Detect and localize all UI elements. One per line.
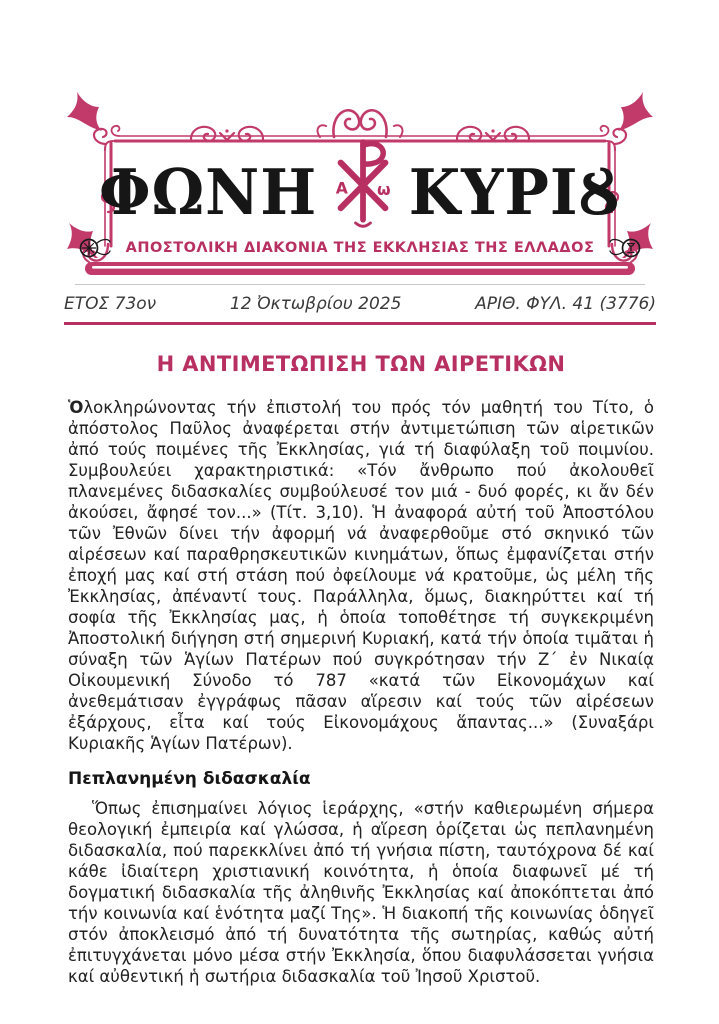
drop-initial: Ὁ xyxy=(68,398,84,417)
issue-rule xyxy=(64,322,656,325)
masthead-subtitle-row xyxy=(75,233,645,263)
article-subheading: Πεπλανημένη διδασκαλία xyxy=(68,769,311,789)
masthead-title-right: ΚΥΡΙȢ xyxy=(408,154,622,229)
masthead-title-left: ΦΩΝΗ xyxy=(98,154,318,229)
masthead-title xyxy=(75,146,645,238)
alpha-letter: Α xyxy=(335,178,349,198)
article-paragraph-2: Ὅπως ἐπισημαίνει λόγιος ἱεράρχης, «στήν καθιερωμένη σήμερα θεολογική ἐμπειρία καί γλώσσα, ἡ αἵρεση ὁρίζεται ὡς πεπλανημένη διδασκαλία, πού παρεκκλίνει ἀπό τή γνήσια πίστη, ταυτόχρονα δέ καί κάθε ἰδιαίτερη χριστιανική κοινότητα, ἡ ὁποία διαφωνεῖ μέ τή δογματική διδασκαλία τῆς ἀληθινῆς Ἐκκλησίας καί ἀποκόπτεται ἀπό τήν κοινωνία καί ἑνότητα μαζί Της». Ἡ διακοπή τῆς κοινωνίας ὁδηγεῖ στόν ἀποκλεισμό ἀπό τή δυνατότητα τῆς σωτηρίας, καθώς αὐτή ἐπιτυγχάνεται μόνο μέσα στήν Ἐκκλησία, ὅπου διαφυλάσσεται γνήσια καί αὐθεντική ἡ σωτήρια διδασκαλία τοῦ Ἰησοῦ Χριστοῦ. xyxy=(68,799,654,986)
chi-rho-icon xyxy=(330,134,396,236)
masthead-divider xyxy=(75,284,645,285)
issue-year: ΕΤΟΣ 73ον xyxy=(64,294,157,314)
seal-chalice-icon xyxy=(608,234,642,262)
article xyxy=(68,352,654,987)
article-paragraph-1 xyxy=(68,397,654,754)
paragraph-1-text: λοκληρώνοντας τήν ἐπιστολή του πρός τόν μαθητή του Τίτο, ὁ ἀπόστολος Παῦλος ἀναφέρεται στήν ἀντιμετώπιση τῶν αἱρετικῶν ἀπό τούς ποιμένες τῆς Ἐκκλησίας, γιά τή διαφύλαξη τοῦ ποιμνίου. Συμβουλεύει χαρακτηριστικά: «Τόν ἄνθρωπο πού ἀκολουθεῖ πλανεμένες διδασκαλίες συμβούλευσέ τον μιά - δυό φορές, κι ἄν δέν ἀκούσει, ἄφησέ τον...» (Τίτ. 3,10). Ἡ ἀναφορά αὐτή τοῦ Ἀποστόλου τῶν Ἐθνῶν δίνει τήν ἀφορμή νά ἀναφερθοῦμε στό σκηνικό τῶν αἱρέσεων καί παραθρησκευτικῶν κινημάτων, ὅπως ἐμφανίζεται στήν ἐποχή μας καί στή στάση πού ὀφείλουμε νά κρατοῦμε, ὡς μέλη τῆς Ἐκκλησίας, ἀπέναντί τους. Παράλληλα, ὅμως, διακηρύττει καί τή σοφία τῆς Ἐκκλησίας μας, ἡ ὁποία τοποθέτησε τή συγκεκριμένη Ἀποστολική διήγηση στή σημερινή Κυριακή, κατά τήν ὁποία τιμᾶται ἡ σύναξη τῶν Ἁγίων Πατέρων πού συγκρότησαν τήν Ζ´ ἐν Νικαίᾳ Οἰκουμενική Σύνοδο τό 787 «κατά τῶν Εἰκονομάχων καί ἀνεθεμάτισαν ἐγγράφως πᾶσαν αἵρεσιν καί τούς τῶν αἱρέσεων ἐξάρχους, εἶτα καί τούς Εἰκονομάχους ἅπαντας...» (Συναξάρι Κυριακῆς Ἁγίων Πατέρων). xyxy=(68,398,654,753)
issue-date: 12 Ὀκτωβρίου 2025 xyxy=(229,294,402,314)
issue-number: ΑΡΙΘ. ΦΥΛ. 41 (3776) xyxy=(475,294,656,314)
omega-letter: ω xyxy=(377,179,391,199)
seal-cross-monogram-icon xyxy=(78,234,112,262)
article-title: Η ΑΝΤΙΜΕΤΩΠΙΣΗ ΤΩΝ ΑΙΡΕΤΙΚΩΝ xyxy=(156,352,566,376)
masthead-subtitle: ΑΠΟΣΤΟΛΙΚΗ ΔΙΑΚΟΝΙΑ ΤΗΣ ΕΚΚΛΗΣΙΑΣ ΤΗΣ ΕΛΛΑΔΟΣ xyxy=(125,240,595,256)
issue-line xyxy=(64,294,656,314)
